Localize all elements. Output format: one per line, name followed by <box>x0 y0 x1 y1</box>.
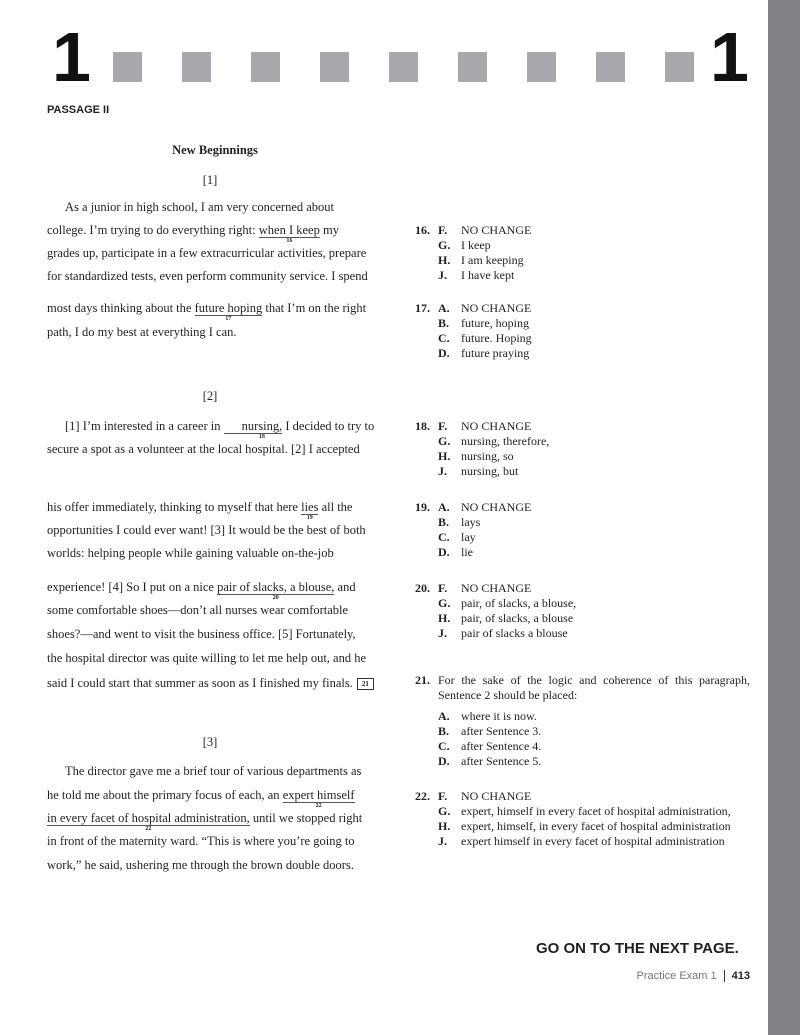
question-number: 19. <box>415 500 430 514</box>
option-letter[interactable]: B. <box>438 316 450 330</box>
option-text[interactable]: after Sentence 5. <box>461 754 542 768</box>
passage-line <box>47 223 339 244</box>
passage-text: worlds: helping people while gaining valuable on-the-job <box>47 546 334 560</box>
option-text[interactable]: I have kept <box>461 268 515 282</box>
passage-line <box>47 764 361 779</box>
passage-line <box>47 301 367 322</box>
underlined-portion <box>282 788 355 809</box>
option-text[interactable]: NO CHANGE <box>461 581 532 595</box>
option-letter[interactable]: J. <box>438 626 447 640</box>
option-text[interactable]: nursing, so <box>461 449 514 463</box>
passage-line <box>47 325 237 340</box>
option-text[interactable]: I keep <box>461 238 491 252</box>
underlined-portion <box>224 419 283 440</box>
option-letter[interactable]: F. <box>438 419 448 433</box>
question-number-marker: 19 <box>306 515 313 521</box>
passage-line <box>47 676 374 691</box>
header-square <box>113 52 142 82</box>
passage-label: PASSAGE II <box>47 104 110 116</box>
page-footer <box>637 970 750 982</box>
passage-line <box>47 788 355 809</box>
passage-text: said I could start that summer as soon as I finished my finals. <box>47 676 353 690</box>
option-letter[interactable]: A. <box>438 301 450 315</box>
passage-line <box>47 419 375 440</box>
passage-text: and <box>334 580 356 594</box>
option-letter[interactable]: B. <box>438 515 450 529</box>
passage-line <box>47 500 353 521</box>
option-letter[interactable]: J. <box>438 834 447 848</box>
question-stem: For the sake of the logic and coherence of this paragraph, <box>438 673 750 687</box>
underlined-text: pair of slacks, a blouse, <box>217 580 335 594</box>
underlined-text: lies <box>301 500 319 514</box>
passage-line <box>47 442 360 457</box>
question-21 <box>415 673 750 768</box>
option-text[interactable]: lay <box>461 530 476 544</box>
question-number: 16. <box>415 223 430 237</box>
underlined-text: future hoping <box>194 301 263 315</box>
header-square <box>320 52 349 82</box>
question-number-marker: 17 <box>225 316 232 322</box>
passage-text: the hospital director was quite willing to let me help out, and he <box>47 651 367 665</box>
header-square <box>527 52 556 82</box>
passage-line <box>47 200 334 215</box>
passage-text: his offer immediately, thinking to myself that here <box>47 500 302 514</box>
question-number-marker: 22 <box>145 826 152 832</box>
passage-text: until we stopped right <box>249 811 363 825</box>
question-number: 22. <box>415 789 430 803</box>
passage-text: I decided to try to <box>282 419 375 433</box>
section-number-right: 1 <box>710 18 746 96</box>
exam-label: Practice Exam 1 <box>637 970 725 982</box>
option-letter[interactable]: G. <box>438 434 451 448</box>
passage-text: [1] I’m interested in a career in <box>65 419 224 433</box>
option-letter[interactable]: G. <box>438 238 451 252</box>
passage-line <box>47 546 334 561</box>
option-text[interactable]: nursing, but <box>461 464 519 478</box>
passage-line <box>47 651 366 666</box>
passage-line <box>47 269 368 284</box>
passage-text: path, I do my best at everything I can. <box>47 325 237 339</box>
option-letter[interactable]: H. <box>438 253 451 267</box>
paragraph-number: [1] <box>202 173 218 187</box>
option-letter[interactable]: C. <box>438 739 450 753</box>
question-number: 20. <box>415 581 430 595</box>
option-letter[interactable]: G. <box>438 596 451 610</box>
passage-line <box>47 858 354 873</box>
passage-line <box>47 834 355 849</box>
passage-text: for standardized tests, even perform community service. I spend <box>47 269 368 283</box>
option-text[interactable]: expert, himself in every facet of hospital administration, <box>461 804 731 818</box>
passage-text: some comfortable shoes—don’t all nurses wear comfortable <box>47 603 349 617</box>
header-square <box>182 52 211 82</box>
header-square <box>251 52 280 82</box>
question-number: 18. <box>415 419 430 433</box>
option-text[interactable]: NO CHANGE <box>461 223 532 237</box>
option-letter[interactable]: J. <box>438 268 447 282</box>
passage-text: that I’m on the right <box>262 301 367 315</box>
passage-text: opportunities I could ever want! [3] It would be the best of both <box>47 523 366 537</box>
option-text[interactable]: future, hoping <box>461 316 529 330</box>
option-letter[interactable]: H. <box>438 611 451 625</box>
option-letter[interactable]: B. <box>438 724 450 738</box>
option-letter[interactable]: F. <box>438 223 448 237</box>
option-text[interactable]: expert himself in every facet of hospital administration <box>461 834 725 848</box>
underlined-text: in every facet of hospital administration, <box>47 811 250 825</box>
question-stem: Sentence 2 should be placed: <box>438 688 578 702</box>
passage-line <box>47 603 348 618</box>
option-letter[interactable]: H. <box>438 449 451 463</box>
option-text[interactable]: future. Hoping <box>461 331 532 345</box>
option-text[interactable]: NO CHANGE <box>461 500 532 514</box>
paragraph-number: [2] <box>202 389 218 403</box>
option-letter[interactable]: G. <box>438 804 451 818</box>
passage-text: shoes?—and went to visit the business office. [5] Fortunately, <box>47 627 356 641</box>
paragraph-number: [3] <box>202 735 218 749</box>
go-on-notice: GO ON TO THE NEXT PAGE. <box>536 940 739 957</box>
passage-text: all the <box>318 500 353 514</box>
option-text[interactable]: after Sentence 3. <box>461 724 542 738</box>
header-square <box>596 52 625 82</box>
underlined-text: when I keep <box>258 223 320 237</box>
header-square <box>389 52 418 82</box>
option-letter[interactable]: C. <box>438 530 450 544</box>
passage-text: college. I’m trying to do everything right: <box>47 223 259 237</box>
header-square <box>665 52 694 82</box>
option-text[interactable]: NO CHANGE <box>461 789 532 803</box>
option-text[interactable]: lays <box>461 515 481 529</box>
option-letter[interactable]: D. <box>438 346 450 360</box>
passage-line <box>47 580 356 601</box>
passage-text: As a junior in high school, I am very concerned about <box>65 200 335 214</box>
passage-text: secure a spot as a volunteer at the local hospital. [2] I accepted <box>47 442 360 456</box>
passage-title: New Beginnings <box>172 143 258 157</box>
underlined-portion <box>217 580 335 601</box>
question-box-marker: 21 <box>357 678 374 690</box>
question-number: 17. <box>415 301 430 315</box>
passage-text: my <box>319 223 339 237</box>
passage-text: in front of the maternity ward. “This is where you’re going to <box>47 834 355 848</box>
passage-text: experience! [4] So I put on a nice <box>47 580 218 594</box>
question-number: 21. <box>415 673 430 687</box>
underlined-portion <box>258 223 320 244</box>
underlined-text: nursing, <box>241 419 283 433</box>
option-text[interactable]: where it is now. <box>461 709 537 723</box>
option-text[interactable]: pair of slacks a blouse <box>461 626 568 640</box>
underlined-portion <box>301 500 319 521</box>
option-text[interactable]: pair, of slacks, a blouse <box>461 611 574 625</box>
option-letter[interactable]: J. <box>438 464 447 478</box>
question-number-marker: 18 <box>258 434 265 440</box>
option-text[interactable]: NO CHANGE <box>461 301 532 315</box>
underlined-text: expert himself <box>282 788 355 802</box>
option-letter[interactable]: F. <box>438 581 448 595</box>
underlined-portion <box>47 811 250 832</box>
underlined-portion <box>194 301 263 322</box>
option-letter[interactable]: H. <box>438 819 451 833</box>
question-number-marker: 22 <box>315 803 322 809</box>
passage-text: work,” he said, ushering me through the brown double doors. <box>47 858 354 872</box>
section-number-left: 1 <box>52 18 88 96</box>
passage-line <box>47 811 363 832</box>
option-text[interactable]: expert, himself, in every facet of hospital administration <box>461 819 731 833</box>
option-text[interactable]: future praying <box>461 346 530 360</box>
page-edge-tab <box>768 0 800 1035</box>
option-letter[interactable]: A. <box>438 500 450 514</box>
page-number: 413 <box>731 970 750 982</box>
passage-line <box>47 523 366 538</box>
question-number-marker: 16 <box>286 238 293 244</box>
option-letter[interactable]: F. <box>438 789 448 803</box>
option-text[interactable]: nursing, therefore, <box>461 434 550 448</box>
option-letter[interactable]: C. <box>438 331 450 345</box>
passage-line <box>47 627 356 642</box>
option-text[interactable]: pair, of slacks, a blouse, <box>461 596 577 610</box>
question-number-marker: 20 <box>272 595 279 601</box>
option-text[interactable]: after Sentence 4. <box>461 739 542 753</box>
passage-text: grades up, participate in a few extracurricular activities, prepare <box>47 246 367 260</box>
option-text[interactable]: NO CHANGE <box>461 419 532 433</box>
option-letter[interactable]: D. <box>438 754 450 768</box>
option-letter[interactable]: A. <box>438 709 450 723</box>
passage-text: The director gave me a brief tour of various departments as <box>65 764 362 778</box>
option-text[interactable]: I am keeping <box>461 253 524 267</box>
header-square <box>458 52 487 82</box>
option-text[interactable]: lie <box>461 545 473 559</box>
option-letter[interactable]: D. <box>438 545 450 559</box>
passage-line <box>47 246 366 261</box>
passage-text: most days thinking about the <box>47 301 195 315</box>
passage-text: he told me about the primary focus of each, an <box>47 788 283 802</box>
